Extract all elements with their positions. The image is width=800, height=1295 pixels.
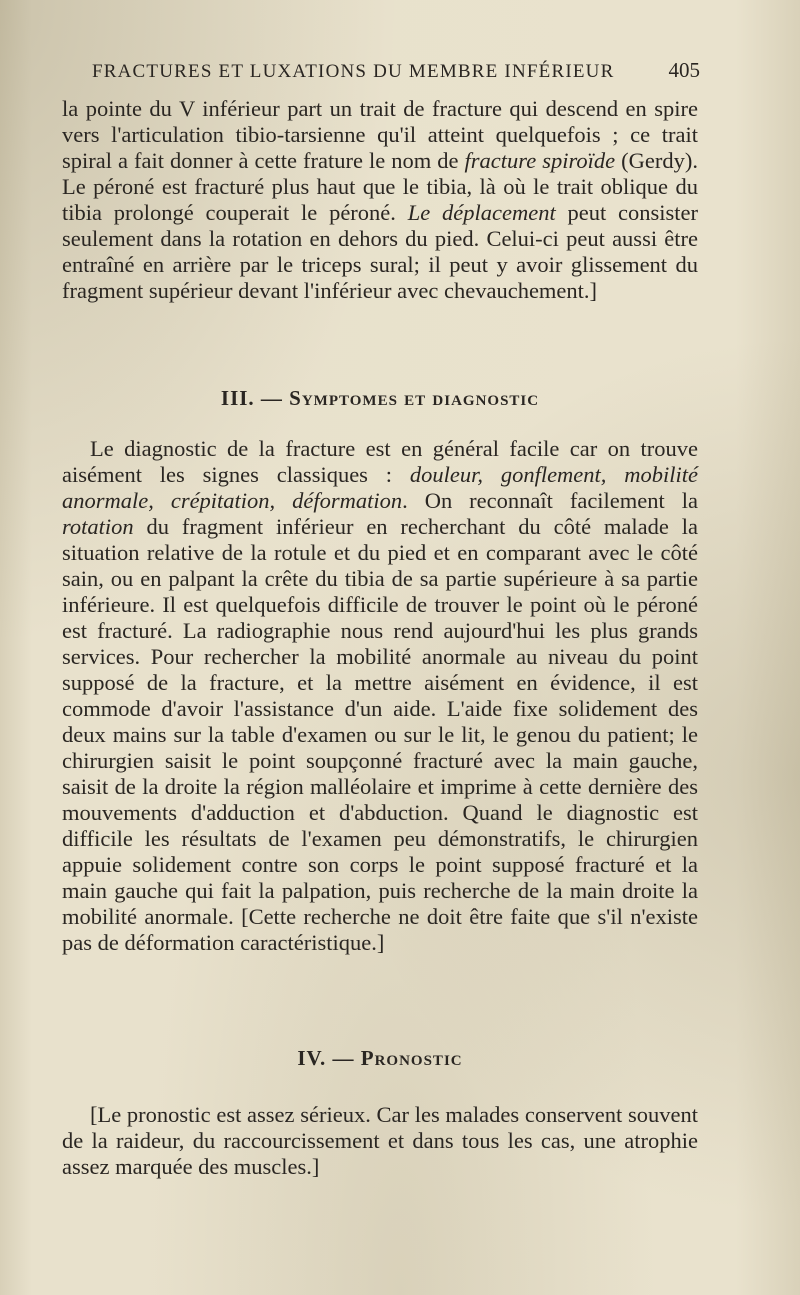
text-run: (Gerdy). Le péroné est fracturé plus haut que le tibia, là où le trait oblique du tibia prolongé couperait le péroné. — [62, 148, 699, 225]
text-run: . On reconnaît facilement la — [402, 488, 698, 513]
text-run: la pointe du V inférieur part un trait de fracture qui descend en spire vers l'articulation tibio-tarsienne qu'il atteint quelquefois ; ce trait spiral a fait donner à cette frature le nom de — [62, 96, 698, 173]
italic-term: rotation — [62, 514, 134, 539]
section-number: III. — — [220, 386, 283, 410]
italic-term: douleur, gonflement, mobilité anormale, crépitation, déformation — [62, 462, 698, 513]
text-run: du fragment inférieur en recherchant du côté malade la situation relative de la rotule et du pied et en comparant avec le côté sain, ou en palpant la crête du tibia de sa partie supérieure à sa partie inférieure. Il est quelquefois difficile de trouver le point où le péroné est fracturé. La radiographie nous rend aujourd'hui les plus grands services. Pour rechercher la mobilité anormale au niveau du point supposé de la fracture, et la mettre aisément en évidence, il est commode d'avoir l'assistance d'un aide. L'aide fixe solidement des deux mains sur la table d'examen ou sur le lit, le genou du patient; le chirurgien saisit le point soupçonné fracturé avec la main gauche, saisit de la droite la région malléolaire et imprime à cette dernière des mouvements d'adduction et d'abduction. Quand le diagnostic est difficile les résultats de l'examen peu démonstratifs, le chirurgien appuie solidement contre son corps le point supposé fracturé et la main gauche qui fait la palpation, puis recherche de la main droite la mobilité anormale. [Cette recherche ne doit être faite que s'il n'existe pas de déformation caractéristique.] — [62, 514, 698, 955]
running-head — [92, 58, 700, 83]
paragraph-fracture-description — [62, 96, 698, 304]
text-run: Le diagnostic de la fracture est en général facile car on trouve aisément les signes classiques : — [62, 436, 698, 487]
section-title: Symptomes et diagnostic — [289, 386, 540, 410]
section-heading-prognosis — [62, 1046, 698, 1071]
italic-term: fracture spiroïde — [464, 148, 616, 173]
section-title: Pronostic — [360, 1046, 463, 1070]
section-heading-symptoms — [62, 386, 698, 411]
paragraph-prognosis — [62, 1102, 698, 1180]
text-run: [Le pronostic est assez sérieux. Car les malades conservent souvent de la raideur, du raccourcissement et dans tous les cas, une atrophie assez marquée des muscles.] — [62, 1102, 698, 1179]
text-run: peut consister seulement dans la rotation en dehors du pied. Celui-ci peut aussi être entraîné en arrière par le triceps sural; il peut y avoir glissement du fragment supérieur devant l'inférieur avec chevauchement.] — [62, 200, 698, 303]
running-head-title: FRACTURES ET LUXATIONS DU MEMBRE INFÉRIEUR — [92, 61, 615, 82]
paragraph-diagnostic — [62, 436, 698, 956]
italic-term: Le déplacement — [407, 200, 556, 225]
page-number: 405 — [668, 58, 700, 82]
section-number: IV. — — [297, 1046, 355, 1070]
